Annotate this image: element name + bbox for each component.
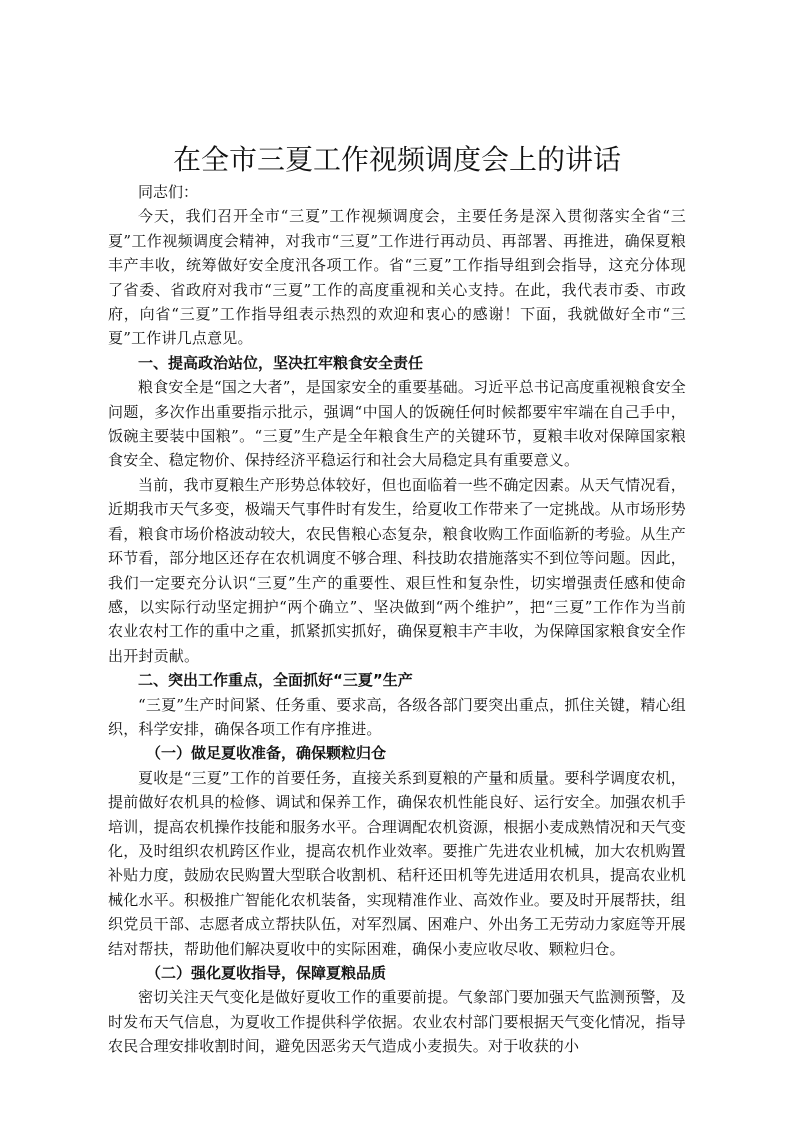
document-title: 在全市三夏工作视频调度会上的讲话 xyxy=(172,143,621,176)
salutation: 同志们： xyxy=(138,183,199,201)
section-2-paragraph-1: “三夏”生产时间紧、任务重、要求高，各级各部门要突出重点，抓住关键，精心组织，科学安排，确保各项工作有序推进。 xyxy=(108,695,686,738)
subsection-1-paragraph: 夏收是“三夏”工作的首要任务，直接关系到夏粮的产量和质量。要科学调度农机，提前做好农机具的检修、调试和保养工作，确保农机性能良好、运行安全。加强农机手培训，提高农机操作技能和服务水平。合理调配农机资源，根据小麦成熟情况和天气变化，及时组织农机跨区作业，提高农机作业效率。要推广先进农业机械，加大农机购置补贴力度，鼓励农民购置大型联合收割机、秸秆还田机等先进适用农机具，提高农业机械化水平。积极推广智能化农机装备，实现精准作业、高效作业。要及时开展帮扶，组织党员干部、志愿者成立帮扶队伍，对军烈属、困难户、外出务工无劳动力家庭等开展结对帮扶，帮助他们解决夏收中的实际困难，确保小麦应收尽收、颗粒归仓。 xyxy=(108,768,686,958)
subsection-1-heading: （一）做足夏收准备，确保颗粒归仓 xyxy=(146,744,387,763)
section-1-paragraph-1: 粮食安全是“国之大者”，是国家安全的重要基础。习近平总书记高度重视粮食安全问题，多次作出重要指示批示，强调“中国人的饭碗任何时候都要牢牢端在自己手中，饭碗主要装中国粮”。“三夏”生产是全年粮食生产的关键环节，夏粮丰收对保障国家粮食安全、稳定物价、保持经济平稳运行和社会大局稳定具有重要意义。 xyxy=(108,378,686,470)
intro-paragraph: 今天，我们召开全市“三夏”工作视频调度会，主要任务是深入贯彻落实全省“三夏”工作视频调度会精神，对我市“三夏”工作进行再动员、再部署、再推进，确保夏粮丰产丰收，统筹做好安全度汛各项工作。省“三夏”工作指导组到会指导，这充分体现了省委、省政府对我市“三夏”工作的高度重视和关心支持。在此，我代表市委、市政府，向省“三夏”工作指导组表示热烈的欢迎和衷心的感谢！下面，我就做好全市“三夏”工作讲几点意见。 xyxy=(108,207,686,348)
subsection-2-paragraph: 密切关注天气变化是做好夏收工作的重要前提。气象部门要加强天气监测预警，及时发布天气信息，为夏收工作提供科学依据。农业农村部门要根据天气变化情况，指导农民合理安排收割时间，避免因恶劣天气造成小麦损失。对于收获的小 xyxy=(108,988,686,1056)
section-1-paragraph-2: 当前，我市夏粮生产形势总体较好，但也面临着一些不确定因素。从天气情况看，近期我市天气多变，极端天气事件时有发生，给夏收工作带来了一定挑战。从市场形势看，粮食市场价格波动较大，农民售粮心态复杂，粮食收购工作面临新的考验。从生产环节看，部分地区还存在农机调度不够合理、科技助农措施落实不到位等问题。因此，我们一定要充分认识“三夏”生产的重要性、艰巨性和复杂性，切实增强责任感和使命感，以实际行动坚定拥护“两个确立”、坚决做到“两个维护”，把“三夏”工作作为当前农业农村工作的重中之重，抓紧抓实抓好，确保夏粮丰产丰收，为保障国家粮食安全作出开封贡献。 xyxy=(108,475,686,665)
section-1-heading: 一、提高政治站位，坚决扛牢粮食安全责任 xyxy=(138,353,424,372)
document-page xyxy=(108,140,686,1059)
subsection-2-heading: （二）强化夏收指导，保障夏粮品质 xyxy=(146,964,387,982)
section-2-heading: 二、突出工作重点，全面抓好“三夏”生产 xyxy=(138,671,413,690)
